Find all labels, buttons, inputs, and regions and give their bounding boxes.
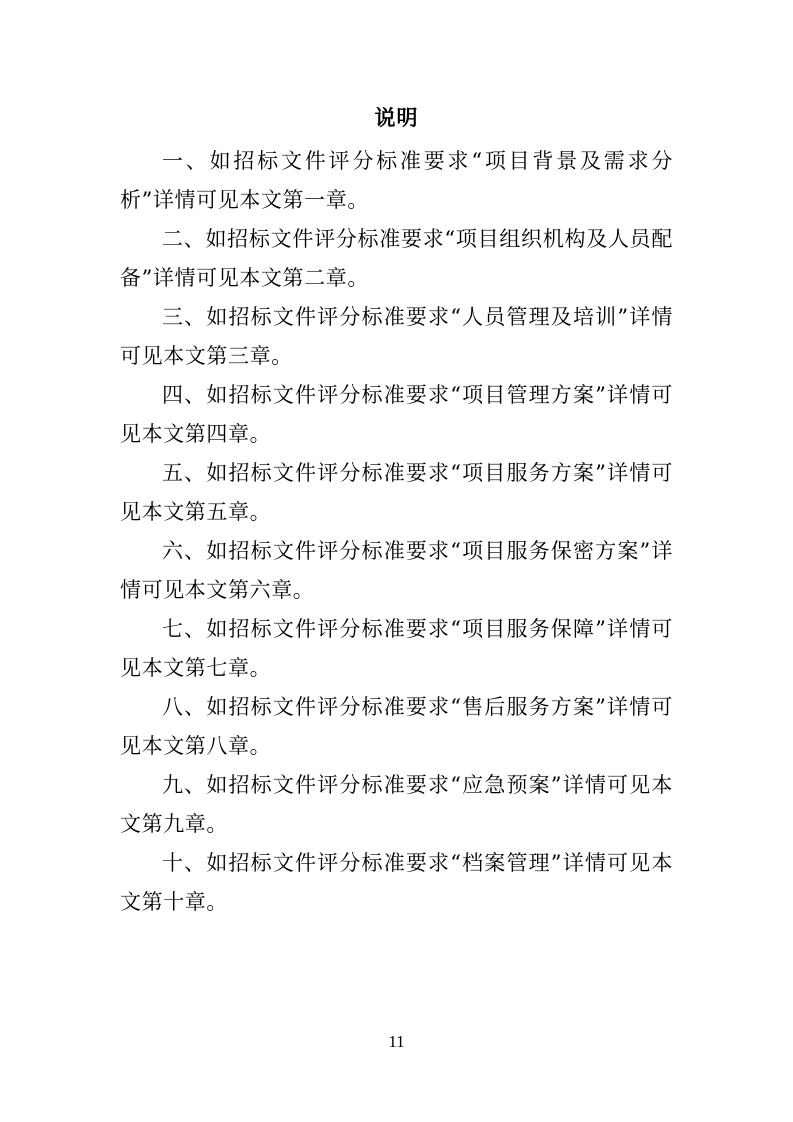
explanation-item-5: 五、如招标文件评分标准要求“项目服务方案”详情可见本文第五章。 <box>120 461 673 524</box>
page-number: 11 <box>388 1032 405 1051</box>
explanation-item-6: 六、如招标文件评分标准要求“项目服务保密方案”详情可见本文第六章。 <box>120 539 673 602</box>
page-title: 说明 <box>374 105 419 130</box>
explanation-item-9: 九、如招标文件评分标准要求“应急预案”详情可见本文第九章。 <box>120 773 673 836</box>
explanation-item-8: 八、如招标文件评分标准要求“售后服务方案”详情可见本文第八章。 <box>120 695 673 758</box>
explanation-item-3: 三、如招标文件评分标准要求“人员管理及培训”详情可见本文第三章。 <box>120 305 673 368</box>
explanation-item-4: 四、如招标文件评分标准要求“项目管理方案”详情可见本文第四章。 <box>120 383 673 446</box>
explanation-item-1: 一、如招标文件评分标准要求“项目背景及需求分析”详情可见本文第一章。 <box>120 149 673 212</box>
explanation-item-7: 七、如招标文件评分标准要求“项目服务保障”详情可见本文第七章。 <box>120 617 673 680</box>
explanation-item-2: 二、如招标文件评分标准要求“项目组织机构及人员配备”详情可见本文第二章。 <box>120 227 673 290</box>
explanation-item-10: 十、如招标文件评分标准要求“档案管理”详情可见本文第十章。 <box>120 851 673 914</box>
explanation-list <box>120 142 673 922</box>
